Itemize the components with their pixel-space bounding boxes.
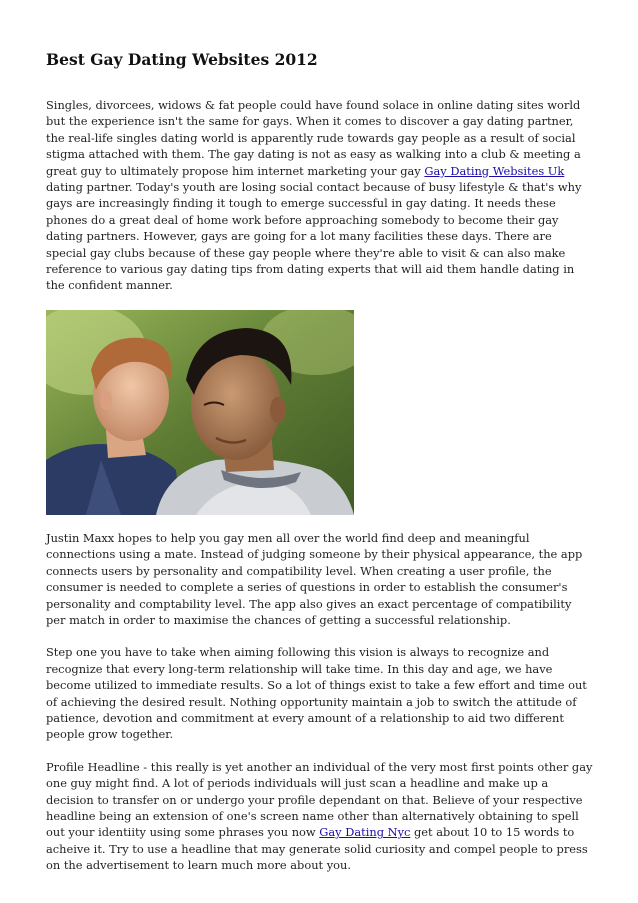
profile-text-after-link: get about 10 to 15 words to acheive it. Try to use a headline that may generate solid curiosity and compel people to press on the advertisement to learn much more about you. [46,825,588,873]
intro-text-before-link: Singles, divorcees, widows & fat people could have found solace in online dating sites world but the experience isn't the same for gays. When it comes to discover a gay dating partner, the real-life singles dating world is apparently rude towards gay people as a result of social stigma attached with them. The gay dating is not as easy as walking into a club & meeting a great guy to ultimately propose him internet marketing your gay [46,98,581,178]
intro-paragraph [46,97,594,294]
body-paragraph-3: Step one you have to take when aiming following this vision is always to recognize and recognize that every long-term relationship will take time. In this day and age, we have become utilized to immediate results. So a lot of things exist to take a few effort and time out of achieving the desired result. Nothing opportunity maintain a job to switch the attitude of patience, devotion and commitment at every amount of a relationship to aid two different people grow together. [46,645,587,742]
gay-dating-websites-uk-link[interactable]: Gay Dating Websites Uk [424,163,565,178]
gay-dating-nyc-link[interactable]: Gay Dating Nyc [319,825,411,840]
page-title: Best Gay Dating Websites 2012 [46,50,318,69]
body-paragraph-2: Justin Maxx hopes to help you gay men all over the world find deep and meaningful connections using a mate. Instead of judging someone by their physical appearance, the app connects users by personality and compatibility level. When creating a user profile, the consumer is needed to complete a series of questions in order to establish the consumer's personality and comptability level. The app also gives an exact percentage of compatibility per match in order to maximise the chances of getting a successful relationship. [46,530,583,627]
document-page [46,50,594,890]
intro-text-after-link: dating partner. Today's youth are losing social contact because of busy lifestyle & that's why gays are increasingly finding it tough to emerge successful in gay dating. It needs these phones do a great deal of home work before approaching somebody to become their gay dating partners. However, gays are going for a lot many facilities these days. There are special gay clubs because of these gay people where they're able to visit & can also make reference to various gay dating tips from dating experts that will aid them handle dating in the confident manner. [46,180,582,293]
profile-text-before-link: Profile Headline - this really is yet another an individual of the very most first points other gay one guy might find. A lot of periods individuals will just scan a headline and make up a decision to transfer on or undergo your profile dependant on that. Believe of your respective headline being an extension of one's screen name other than alternatively obtaining to spell out your identiity using some phrases you now [46,759,593,840]
body-paragraph-4 [46,759,594,874]
couple-photo [46,310,354,515]
